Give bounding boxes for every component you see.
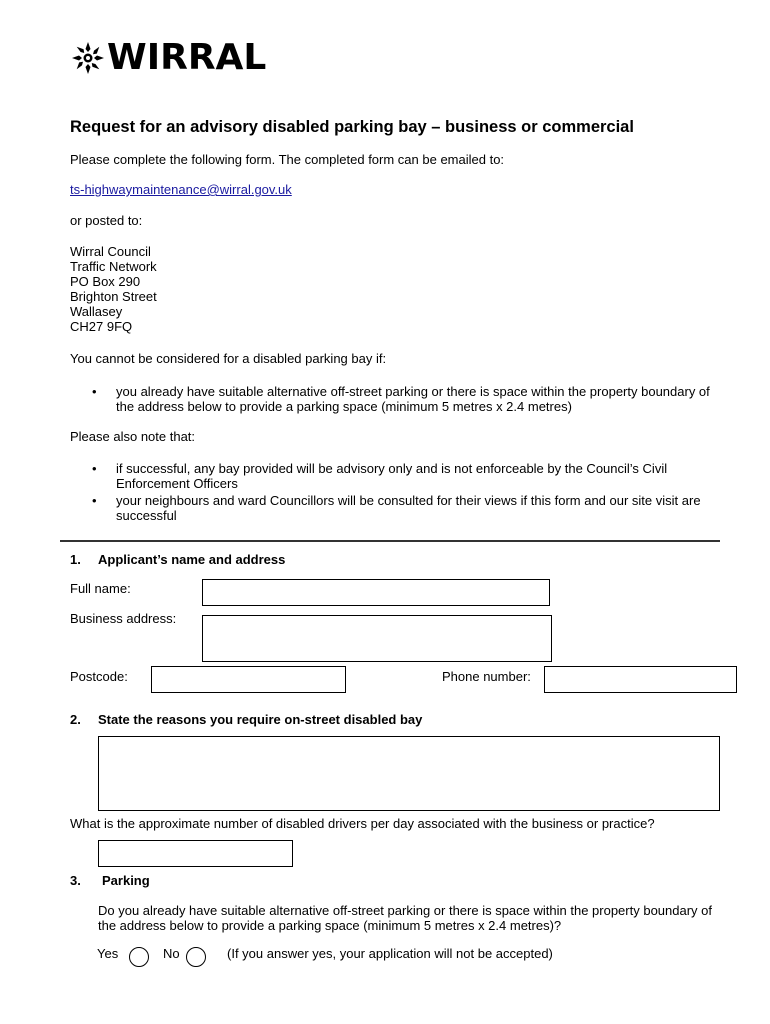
postal-address [70, 244, 157, 334]
section-3-heading: 3. Parking [70, 873, 150, 888]
logo-text: WIRRAL [107, 37, 267, 78]
drivers-question: What is the approximate number of disabled drivers per day associated with the business or practice? [70, 816, 655, 831]
parking-question: Do you already have suitable alternative off-street parking or there is space within the property boundary of the address below to provide a parking space (minimum 5 metres x 2.4 metres)? [98, 903, 712, 933]
note-heading: Please also note that: [70, 429, 196, 444]
list-item: • your neighbours and ward Councillors will be consulted for their views if this form and our site visit are successful [92, 493, 701, 523]
address-line: Wallasey [70, 304, 123, 319]
bullet-icon: • [92, 384, 97, 399]
full-name-label: Full name: [70, 581, 131, 596]
address-line: CH27 9FQ [70, 319, 133, 334]
postcode-field[interactable] [151, 666, 346, 693]
section-1-heading: 1. Applicant’s name and address [70, 552, 286, 567]
bullet-icon: • [92, 493, 97, 508]
business-address-label: Business address: [70, 611, 177, 626]
address-line: Traffic Network [70, 259, 157, 274]
wirral-logo [70, 37, 267, 78]
reasons-field[interactable] [98, 736, 720, 811]
yes-radio[interactable] [129, 947, 149, 967]
wirral-logo-icon [70, 40, 106, 76]
section-2-heading: 2. State the reasons you require on-street disabled bay [70, 712, 423, 727]
address-line: Wirral Council [70, 244, 151, 259]
no-label: No [163, 946, 180, 961]
postcode-label: Postcode: [70, 669, 128, 684]
email-link[interactable]: ts-highwaymaintenance@wirral.gov.uk [70, 182, 292, 197]
no-radio[interactable] [186, 947, 206, 967]
phone-field[interactable] [544, 666, 737, 693]
address-line: PO Box 290 [70, 274, 141, 289]
drivers-count-field[interactable] [98, 840, 293, 867]
yes-label: Yes [97, 946, 119, 961]
phone-label: Phone number: [442, 669, 531, 684]
intro-text: Please complete the following form. The completed form can be emailed to: [70, 152, 505, 167]
list-item: • you already have suitable alternative off-street parking or there is space within the property boundary of the address below to provide a parking space (minimum 5 metres x 2.4 metres) [92, 384, 710, 414]
parking-note: (If you answer yes, your application will not be accepted) [227, 946, 553, 961]
full-name-field[interactable] [202, 579, 550, 606]
posted-to-text: or posted to: [70, 213, 143, 228]
list-item: • if successful, any bay provided will be advisory only and is not enforceable by the Council’s Civil Enforcement Officers [92, 461, 668, 491]
cannot-list [70, 384, 710, 414]
bullet-icon: • [92, 461, 97, 476]
address-line: Brighton Street [70, 289, 157, 304]
business-address-field[interactable] [202, 615, 552, 662]
page-title: Request for an advisory disabled parking bay – business or commercial [70, 118, 634, 136]
cannot-heading: You cannot be considered for a disabled parking bay if: [70, 351, 387, 366]
note-list [70, 461, 710, 523]
section-divider [60, 540, 720, 542]
